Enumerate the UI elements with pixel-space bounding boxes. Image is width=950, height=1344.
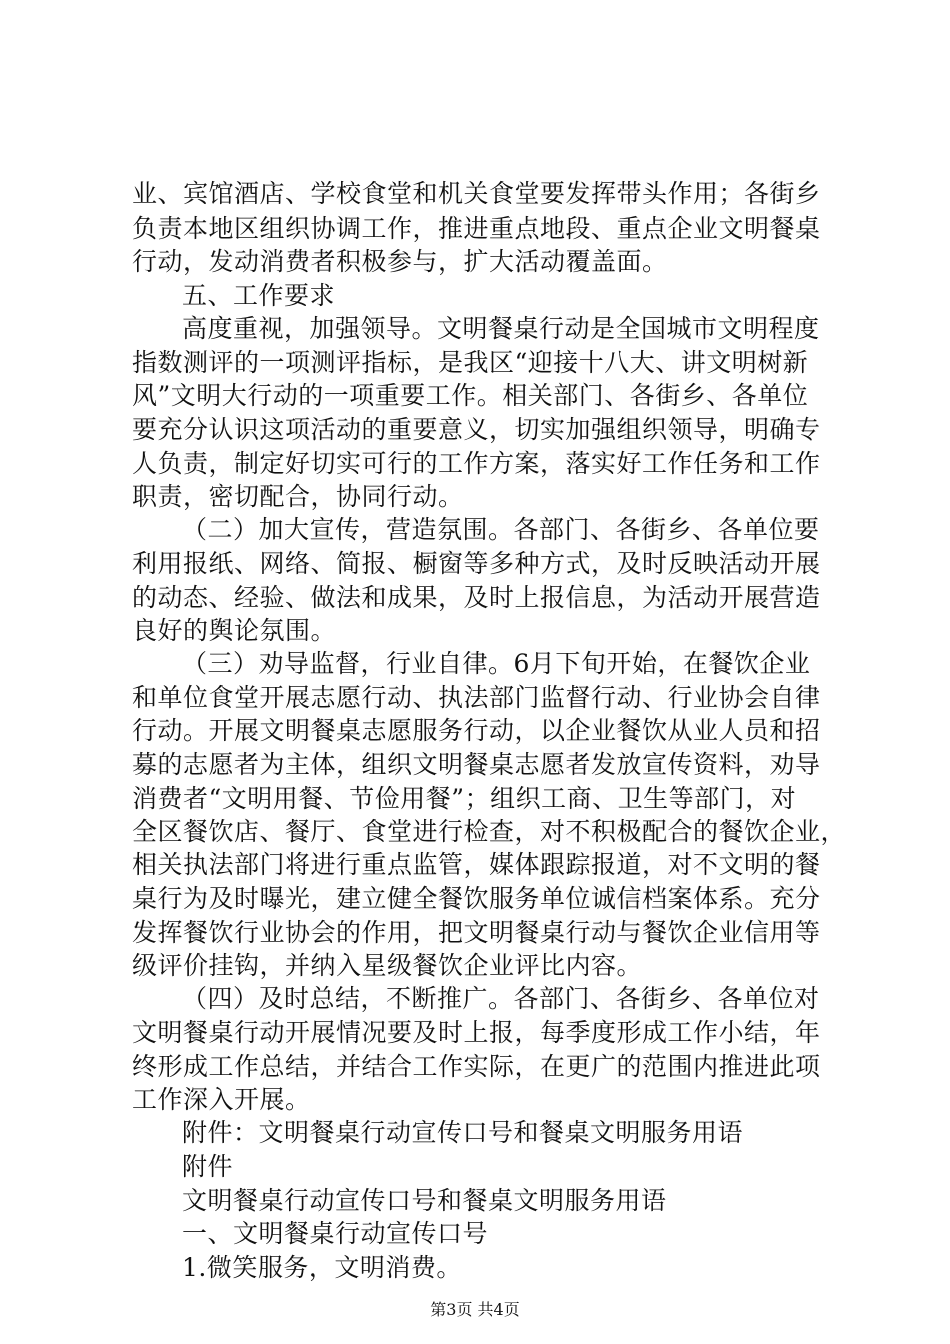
text-line: 终形成工作总结，并结合工作实际，在更广的范围内推进此项 (132, 1052, 821, 1081)
text-line: 和单位食堂开展志愿行动、执法部门监督行动、行业协会自律 (132, 683, 821, 712)
section-heading: 五、工作要求 (182, 281, 336, 310)
text-line: 文明餐桌行动开展情况要及时上报，每季度形成工作小结，年 (132, 1018, 821, 1047)
text-line: 相关执法部门将进行重点监管，媒体跟踪报道，对不文明的餐 (132, 850, 821, 879)
text-line: （二）加大宣传，营造氛围。各部门、各街乡、各单位要 (182, 515, 820, 544)
text-line: 业、宾馆酒店、学校食堂和机关食堂要发挥带头作用；各街乡 (132, 179, 821, 208)
text-line: 级评价挂钩，并纳入星级餐饮企业评比内容。 (132, 951, 643, 980)
text-line: 人负责，制定好切实可行的工作方案，落实好工作任务和工作 (132, 449, 821, 478)
text-line: 良好的舆论氛围。 (132, 616, 337, 645)
text-line: 工作深入开展。 (132, 1085, 311, 1114)
text-line: 高度重视，加强领导。文明餐桌行动是全国城市文明程度 (182, 314, 820, 343)
text-line: （四）及时总结，不断推广。各部门、各街乡、各单位对 (182, 984, 820, 1013)
text-line: 发挥餐饮行业协会的作用，把文明餐桌行动与餐饮企业信用等 (132, 918, 821, 947)
text-line: （三）劝导监督，行业自律。6月下旬开始，在餐饮企业 (182, 649, 811, 678)
attachment-title: 文明餐桌行动宣传口号和餐桌文明服务用语 (182, 1186, 667, 1215)
text-line: 风”文明大行动的一项重要工作。相关部门、各街乡、各单位 (132, 381, 809, 410)
text-line: 职责，密切配合，协同行动。 (132, 482, 464, 511)
text-line: 要充分认识这项活动的重要意义，切实加强组织领导，明确专 (132, 415, 821, 444)
text-line: 利用报纸、网络、简报、橱窗等多种方式，及时反映活动开展 (132, 549, 821, 578)
text-line: 募的志愿者为主体，组织文明餐桌志愿者发放宣传资料，劝导 (132, 750, 821, 779)
section-heading: 一、文明餐桌行动宣传口号 (182, 1219, 489, 1248)
text-line: 全区餐饮店、餐厅、食堂进行检查，对不积极配合的餐饮企业， (132, 817, 847, 846)
text-line: 行动。开展文明餐桌志愿服务行动，以企业餐饮从业人员和招 (132, 716, 821, 745)
attachment-label: 附件 (182, 1152, 234, 1181)
text-line: 负责本地区组织协调工作，推进重点地段、重点企业文明餐桌 (132, 214, 821, 243)
text-line: 行动，发动消费者积极参与，扩大活动覆盖面。 (132, 247, 668, 276)
text-line: 指数测评的一项测评指标，是我区“迎接十八大、讲文明树新 (132, 348, 809, 377)
text-line: 桌行为及时曝光，建立健全餐饮服务单位诚信档案体系。充分 (132, 884, 821, 913)
page-footer: 第3页 共4页 (430, 1300, 520, 1319)
list-item: 1.微笑服务，文明消费。 (182, 1253, 462, 1282)
text-line: 消费者“文明用餐、节俭用餐”；组织工商、卫生等部门，对 (132, 784, 797, 813)
attachment-line: 附件：文明餐桌行动宣传口号和餐桌文明服务用语 (182, 1118, 744, 1147)
text-line: 的动态、经验、做法和成果，及时上报信息，为活动开展营造 (132, 583, 821, 612)
